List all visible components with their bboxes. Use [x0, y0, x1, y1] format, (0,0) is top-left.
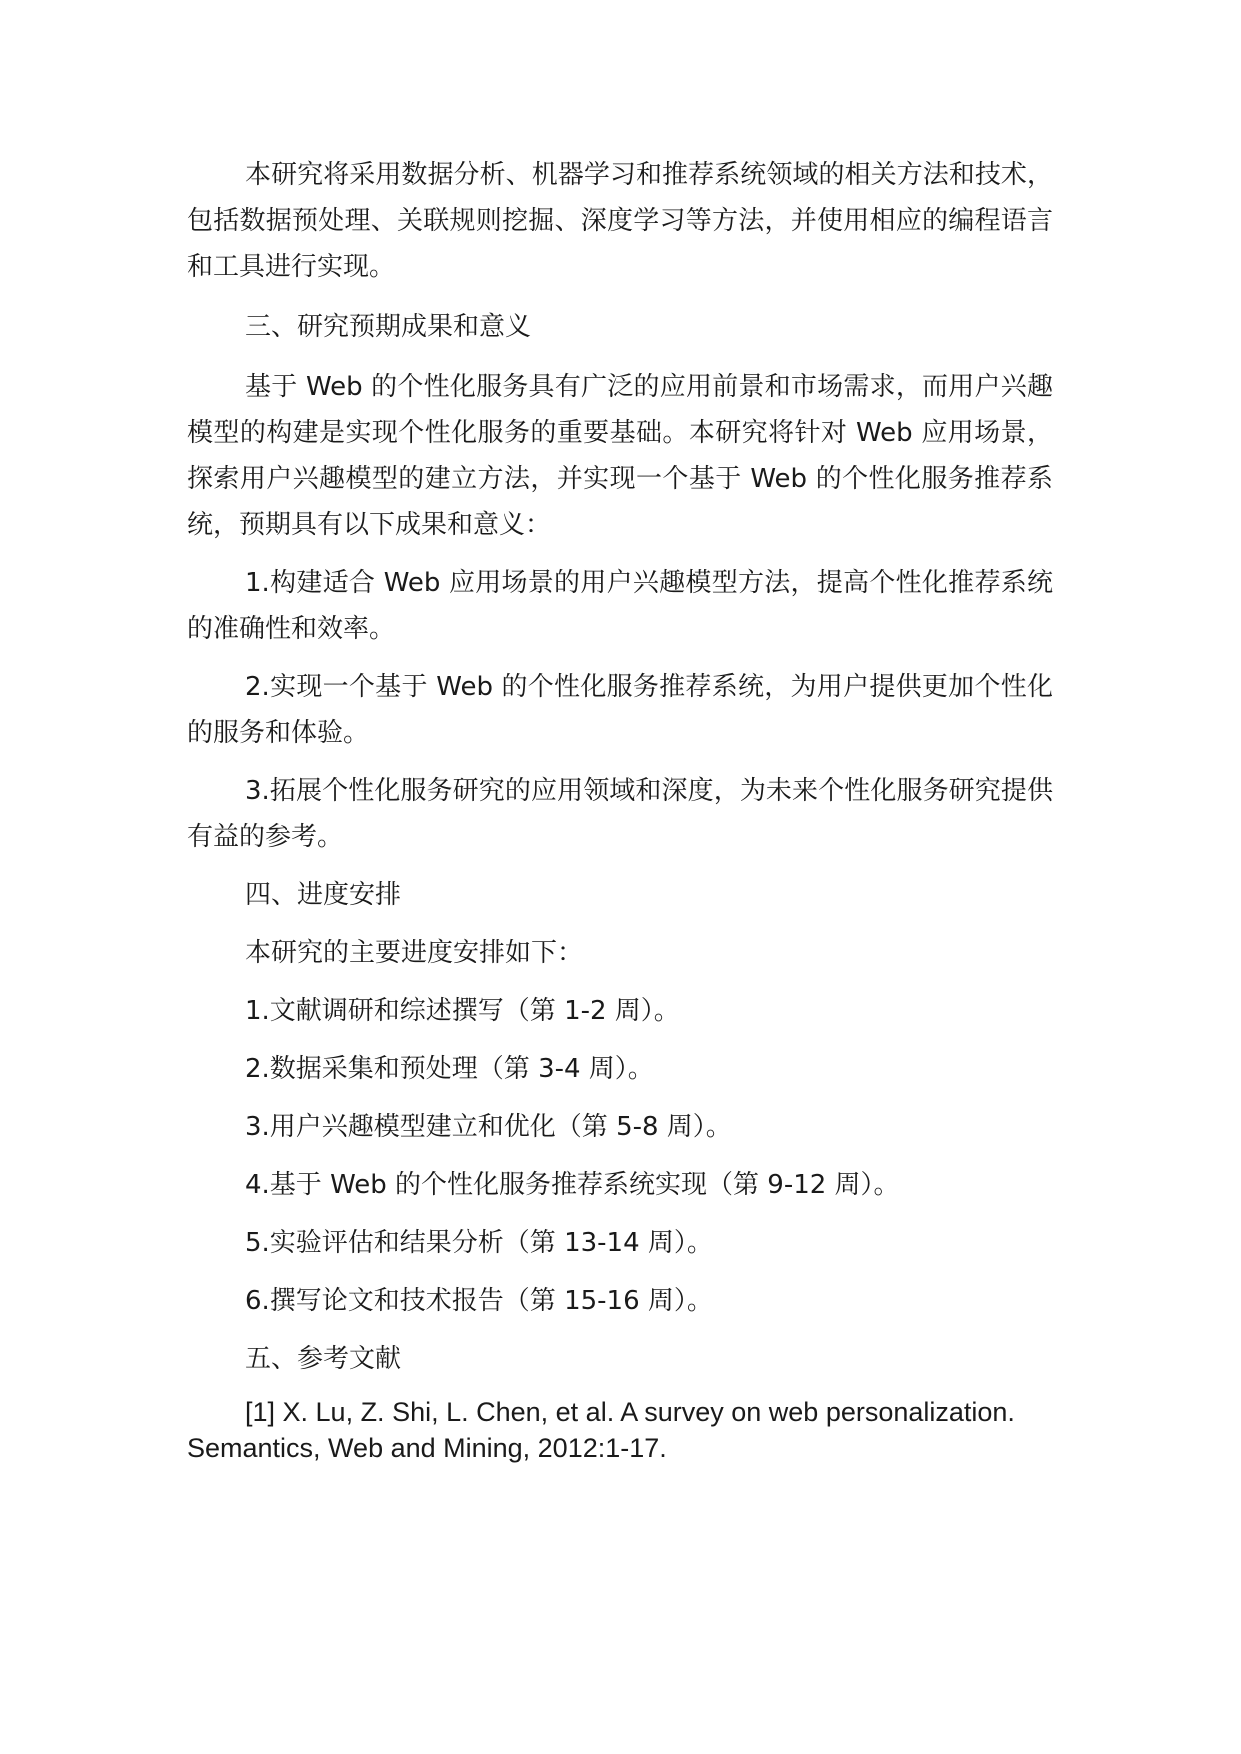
- schedule-item-2: 2.数据采集和预处理（第 3-4 周）。: [245, 1054, 654, 1084]
- section-heading-references: 五、参考文献: [245, 1344, 402, 1374]
- outcome-item-3: 3.拓展个性化服务研究的应用领域和深度，为未来个性化服务研究提供有益的参考。: [187, 776, 1053, 852]
- schedule-intro: 本研究的主要进度安排如下：: [245, 938, 584, 968]
- schedule-item-6: 6.撰写论文和技术报告（第 15-16 周）。: [245, 1286, 713, 1316]
- section-heading-schedule: 四、进度安排: [245, 880, 402, 910]
- schedule-item-4: 4.基于 Web 的个性化服务推荐系统实现（第 9-12 周）。: [245, 1170, 900, 1200]
- methods-paragraph: 本研究将采用数据分析、机器学习和推荐系统领域的相关方法和技术，包括数据预处理、关联规则挖掘、深度学习等方法，并使用相应的编程语言和工具进行实现。: [187, 160, 1053, 282]
- schedule-item-1: 1.文献调研和综述撰写（第 1-2 周）。: [245, 996, 680, 1026]
- schedule-item-3: 3.用户兴趣模型建立和优化（第 5-8 周）。: [245, 1112, 732, 1142]
- schedule-item-5: 5.实验评估和结果分析（第 13-14 周）。: [245, 1228, 713, 1258]
- reference-item-1: [1] X. Lu, Z. Shi, L. Chen, et al. A survey on web personalization. Semantics, Web and Mining, 2012:1-17.: [187, 1397, 1015, 1463]
- outcome-item-1: 1.构建适合 Web 应用场景的用户兴趣模型方法，提高个性化推荐系统的准确性和效率。: [187, 568, 1053, 644]
- outcome-item-2: 2.实现一个基于 Web 的个性化服务推荐系统，为用户提供更加个性化的服务和体验。: [187, 672, 1053, 748]
- section-heading-expected-results: 三、研究预期成果和意义: [245, 312, 532, 342]
- expected-results-paragraph: 基于 Web 的个性化服务具有广泛的应用前景和市场需求，而用户兴趣模型的构建是实现个性化服务的重要基础。本研究将针对 Web 应用场景，探索用户兴趣模型的建立方法，并实现一个基于 Web 的个性化服务推荐系统，预期具有以下成果和意义：: [187, 372, 1053, 540]
- document-body: [187, 152, 1053, 1466]
